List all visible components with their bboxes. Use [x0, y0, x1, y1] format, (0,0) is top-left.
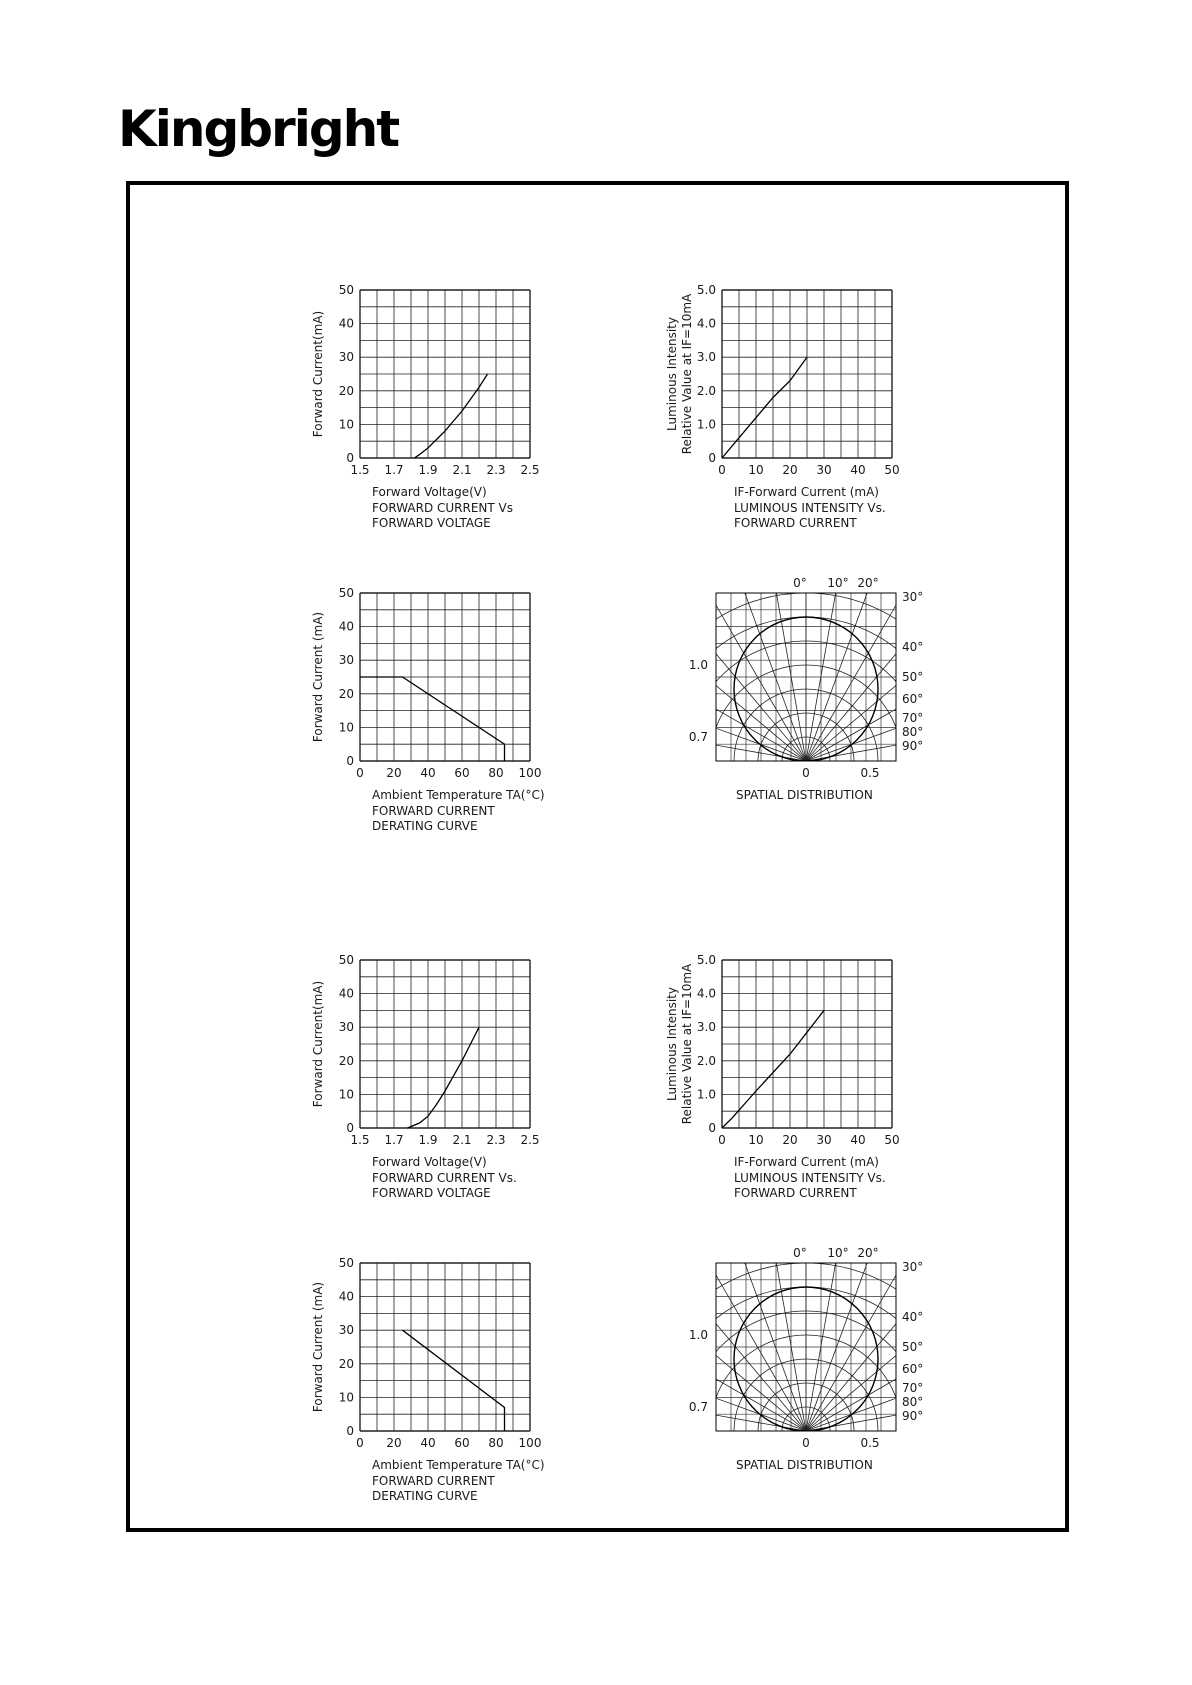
y-tick-label: 4.0: [696, 316, 716, 331]
x-tick-label: 2.3: [486, 463, 506, 477]
angle-label: 20°: [857, 1246, 879, 1260]
radial-label: 0.7: [688, 1400, 708, 1414]
y-tick-label: 30: [338, 350, 354, 365]
x-tick-label: 20: [386, 1436, 402, 1450]
angle-label: 0°: [793, 576, 807, 590]
chart-caption: DERATING CURVE: [372, 819, 478, 833]
y-tick-label: 30: [338, 653, 354, 668]
polar-radial: [806, 625, 1042, 761]
y-axis-label: Forward Current (mA): [311, 611, 325, 743]
angle-label: 30°: [902, 1260, 924, 1274]
chart-1: [665, 283, 900, 530]
x-tick-label: 2.5: [520, 463, 540, 477]
x-tick-label: 1.5: [350, 1133, 370, 1147]
x-axis-label: Forward Voltage(V): [372, 1155, 487, 1169]
x-tick-label: 60: [454, 1436, 470, 1450]
y-tick-label: 2.0: [696, 383, 716, 398]
chart-caption: SPATIAL DISTRIBUTION: [736, 1458, 873, 1472]
radial-label: 1.0: [688, 658, 708, 672]
polar-radial: [631, 553, 806, 761]
y-tick-label: 3.0: [696, 1020, 716, 1035]
y-tick-label: 10: [338, 720, 354, 735]
y-tick-label: 0: [708, 1121, 716, 1135]
chart-6: [311, 1256, 545, 1503]
y-tick-label: 50: [338, 283, 354, 297]
chart-caption: FORWARD CURRENT: [734, 1186, 857, 1200]
angle-label: 50°: [902, 1340, 924, 1354]
chart-caption: LUMINOUS INTENSITY Vs.: [734, 501, 886, 515]
chart-caption: SPATIAL DISTRIBUTION: [736, 788, 873, 802]
x-tick-label: 100: [518, 766, 542, 780]
y-tick-label: 0: [708, 451, 716, 465]
y-tick-label: 50: [338, 1256, 354, 1270]
y-tick-label: 5.0: [696, 283, 716, 297]
x-tick-label: 50: [884, 1133, 900, 1147]
angle-label: 80°: [902, 1395, 924, 1409]
y-tick-label: 40: [338, 986, 354, 1001]
series-line: [414, 374, 487, 458]
angle-label: 10°: [827, 1246, 849, 1260]
polar-radial: [806, 1295, 1042, 1431]
chart-5: [665, 953, 900, 1200]
chart-caption: FORWARD CURRENT: [372, 804, 495, 818]
y-tick-label: 0: [346, 1121, 354, 1135]
chart-caption: LUMINOUS INTENSITY Vs.: [734, 1171, 886, 1185]
y-axis-label: Relative Value at IF=10mA: [680, 963, 694, 1125]
angle-label: 40°: [902, 640, 924, 654]
y-tick-label: 20: [338, 1356, 354, 1371]
x-axis-label: IF-Forward Current (mA): [734, 485, 879, 499]
angle-label: 90°: [902, 1409, 924, 1423]
y-axis-label: Luminous Intensity: [665, 987, 679, 1101]
chart-3: [534, 489, 1078, 977]
x-tick-label: 10: [748, 1133, 764, 1147]
angle-label: 90°: [902, 739, 924, 753]
polar-radial: [631, 1223, 806, 1431]
x-tick-label: 2.1: [452, 463, 472, 477]
brand-logo: Kingbright: [118, 100, 399, 158]
angle-label: 80°: [902, 725, 924, 739]
y-axis-label: Forward Current(mA): [311, 980, 325, 1108]
y-tick-label: 30: [338, 1020, 354, 1035]
x-tick-label: 20: [782, 1133, 798, 1147]
y-tick-label: 3.0: [696, 350, 716, 365]
x-tick-label: 2.1: [452, 1133, 472, 1147]
x-tick-label: 1.9: [418, 463, 438, 477]
chart-2: [311, 586, 545, 833]
y-tick-label: 10: [338, 1087, 354, 1102]
angle-label: 50°: [902, 670, 924, 684]
chart-caption: DERATING CURVE: [372, 1489, 478, 1503]
y-tick-label: 2.0: [696, 1053, 716, 1068]
x-tick-label: 0: [356, 766, 364, 780]
angle-label: 0°: [793, 1246, 807, 1260]
y-tick-label: 10: [338, 417, 354, 432]
y-tick-label: 20: [338, 383, 354, 398]
y-tick-label: 20: [338, 686, 354, 701]
y-tick-label: 40: [338, 316, 354, 331]
x-tick-label: 0: [802, 1436, 810, 1450]
angle-label: 10°: [827, 576, 849, 590]
x-axis-label: Ambient Temperature TA(°C): [372, 1458, 545, 1472]
x-tick-label: 100: [518, 1436, 542, 1450]
x-tick-label: 1.9: [418, 1133, 438, 1147]
series-line: [360, 677, 505, 761]
x-tick-label: 0.5: [860, 1436, 880, 1450]
x-tick-label: 1.7: [384, 463, 404, 477]
x-tick-label: 2.5: [520, 1133, 540, 1147]
x-tick-label: 80: [488, 1436, 504, 1450]
y-tick-label: 30: [338, 1323, 354, 1338]
chart-caption: FORWARD CURRENT Vs: [372, 501, 514, 515]
y-axis-label: Forward Current (mA): [311, 1281, 325, 1413]
x-tick-label: 1.5: [350, 463, 370, 477]
y-tick-label: 0: [346, 451, 354, 465]
chart-caption: FORWARD VOLTAGE: [372, 516, 491, 530]
x-tick-label: 50: [884, 463, 900, 477]
y-tick-label: 5.0: [696, 953, 716, 967]
y-tick-label: 50: [338, 586, 354, 600]
angle-label: 70°: [902, 1381, 924, 1395]
x-tick-label: 40: [420, 766, 436, 780]
angle-label: 40°: [902, 1310, 924, 1324]
x-tick-label: 0: [802, 766, 810, 780]
x-tick-label: 40: [850, 463, 866, 477]
chart-caption: FORWARD CURRENT: [734, 516, 857, 530]
polar-radial: [806, 1338, 1062, 1431]
x-axis-label: Forward Voltage(V): [372, 485, 487, 499]
angle-label: 70°: [902, 711, 924, 725]
polar-radial: [550, 1338, 806, 1431]
x-tick-label: 1.7: [384, 1133, 404, 1147]
x-tick-label: 30: [816, 1133, 832, 1147]
angle-label: 60°: [902, 692, 924, 706]
y-tick-label: 10: [338, 1390, 354, 1405]
y-tick-label: 20: [338, 1053, 354, 1068]
chart-4: [311, 953, 540, 1200]
x-tick-label: 40: [850, 1133, 866, 1147]
x-tick-label: 0: [718, 463, 726, 477]
y-axis-label: Relative Value at IF=10mA: [680, 293, 694, 455]
chart-0: [311, 283, 540, 530]
x-tick-label: 20: [386, 766, 402, 780]
x-tick-label: 0: [356, 1436, 364, 1450]
y-tick-label: 4.0: [696, 986, 716, 1001]
x-tick-label: 10: [748, 463, 764, 477]
x-tick-label: 80: [488, 766, 504, 780]
chart-caption: FORWARD CURRENT Vs.: [372, 1171, 517, 1185]
x-tick-label: 40: [420, 1436, 436, 1450]
chart-caption: FORWARD VOLTAGE: [372, 1186, 491, 1200]
y-tick-label: 0: [346, 1424, 354, 1438]
angle-label: 20°: [857, 576, 879, 590]
x-tick-label: 60: [454, 766, 470, 780]
polar-grid: [534, 489, 1078, 977]
y-tick-label: 40: [338, 1289, 354, 1304]
y-tick-label: 1.0: [696, 1087, 716, 1102]
chart-caption: FORWARD CURRENT: [372, 1474, 495, 1488]
polar-radial: [806, 668, 1062, 761]
radial-label: 1.0: [688, 1328, 708, 1342]
angle-label: 60°: [902, 1362, 924, 1376]
y-tick-label: 1.0: [696, 417, 716, 432]
x-tick-label: 20: [782, 463, 798, 477]
x-tick-label: 30: [816, 463, 832, 477]
angle-label: 30°: [902, 590, 924, 604]
y-tick-label: 50: [338, 953, 354, 967]
x-axis-label: Ambient Temperature TA(°C): [372, 788, 545, 802]
y-tick-label: 0: [346, 754, 354, 768]
polar-radial: [550, 668, 806, 761]
chart-7: [534, 1159, 1078, 1647]
y-axis-label: Forward Current(mA): [311, 310, 325, 438]
radial-label: 0.7: [688, 730, 708, 744]
polar-grid: [534, 1159, 1078, 1647]
y-tick-label: 40: [338, 619, 354, 634]
x-tick-label: 2.3: [486, 1133, 506, 1147]
x-axis-label: IF-Forward Current (mA): [734, 1155, 879, 1169]
x-tick-label: 0: [718, 1133, 726, 1147]
x-tick-label: 0.5: [860, 766, 880, 780]
y-axis-label: Luminous Intensity: [665, 317, 679, 431]
